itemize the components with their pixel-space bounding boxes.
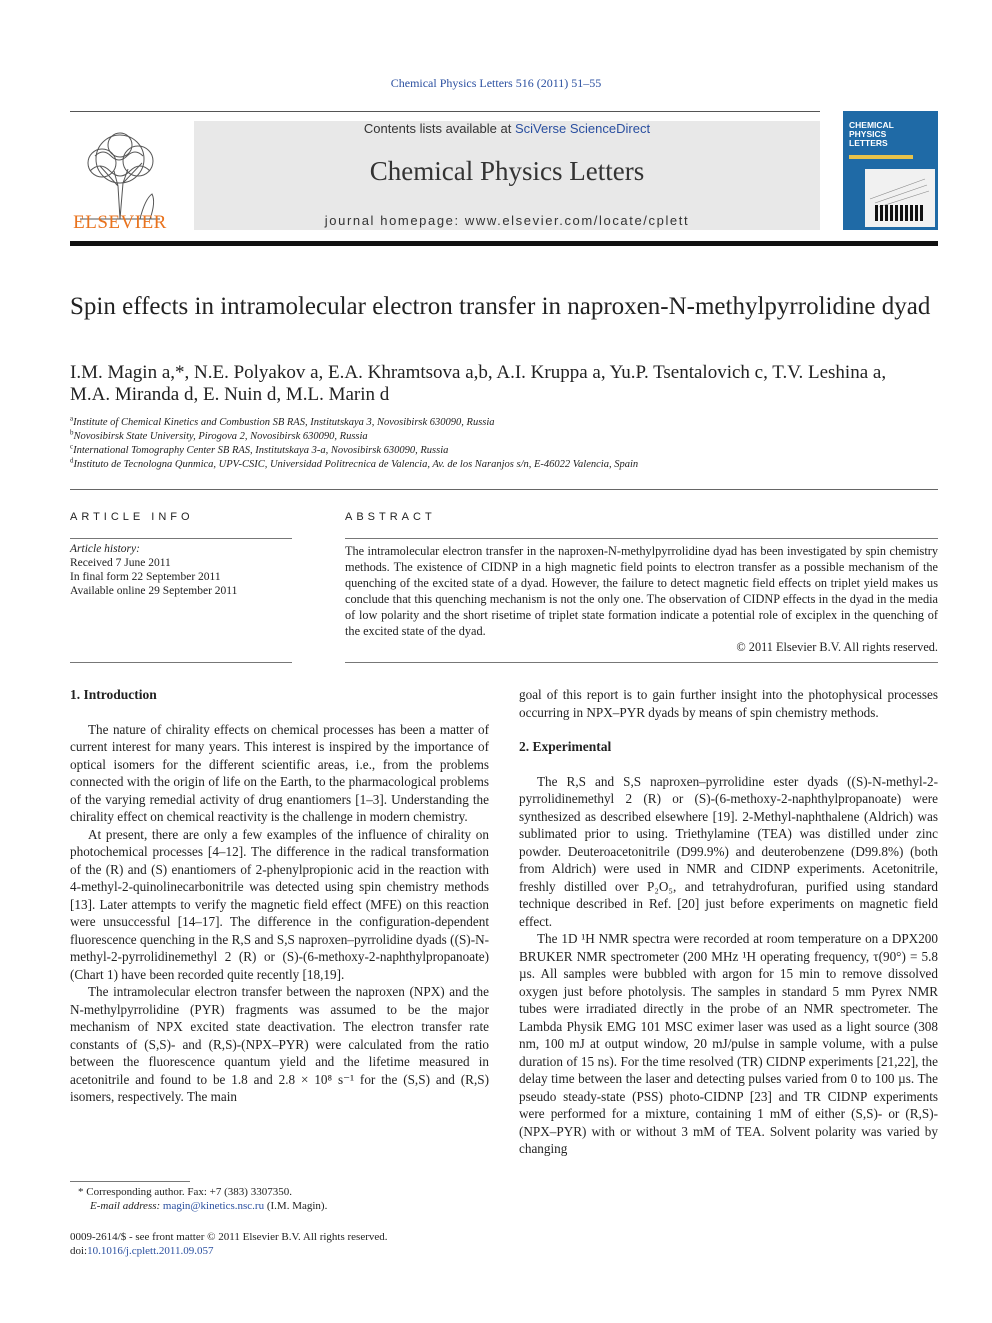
email-label: E-mail address: [90, 1200, 163, 1212]
paragraph: The intramolecular electron transfer between the naproxen (NPX) and the N-methylpyrrolidine (PYR) fragments was assumed to be the major mechanism of NPX excited state deactivation. The electron transfer rate constants of (S,S)- and (R,S)-(NPX–PYR) were calculated from the ratio between the fluorescence quantum yield and the lifetime measured in acetonitrile and found to be 1.8 and 2.8 × 10⁸ s⁻¹ for the (S,S) and (R,S) isomers, respectively. The main [70, 984, 489, 1104]
affiliation-text: Novosibirsk State University, Pirogova 2, Novosibirsk 630090, Russia [73, 431, 368, 442]
affiliation-mark: b [70, 428, 74, 437]
left-column [70, 686, 489, 1106]
cover-title-line: PHYSICS [849, 129, 887, 139]
abstract-rule [345, 538, 938, 539]
issn-line: 0009-2614/$ - see front matter © 2011 Elsevier B.V. All rights reserved. [70, 1231, 388, 1243]
email-suffix: (I.M. Magin). [264, 1200, 328, 1212]
email-note [90, 1200, 327, 1212]
abstract-text: The intramolecular electron transfer in the naproxen-N-methylpyrrolidine dyad has been investigated by spin chemistry methods. The existence of CIDNP in a high magnetic field points to electron transfer as a possible mechanism of the quenching of the excited state of a dyad. However, the failure to detect magnetic field effects on triplet yield makes us conclude that this quenching mechanism is not the only one. The observation of CIDNP effects in the dyad in the media of low polarity and the short risetime of triplet state formation indicate a potential role of exciplex in the quenching of the excited state of the dyad. [345, 544, 938, 638]
history-received: Received 7 June 2011 [70, 557, 171, 569]
journal-name: Chemical Physics Letters [369, 156, 645, 186]
paragraph: goal of this report is to gain further insight into the photophysical processes occurring in NPX–PYR dyads by means of spin chemistry methods. [519, 687, 938, 720]
affiliation-text: Institute of Chemical Kinetics and Combustion SB RAS, Institutskaya 3, Novosibirsk 630090, Russia [73, 417, 495, 428]
affiliation [70, 456, 639, 470]
history-revised: In final form 22 September 2011 [70, 571, 221, 583]
affiliation [70, 414, 495, 428]
cover-figure [865, 169, 935, 227]
abstract-copyright: © 2011 Elsevier B.V. All rights reserved. [736, 640, 938, 654]
section-heading: 2. Experimental [519, 739, 612, 754]
header-rule [70, 111, 820, 112]
affiliation-mark: c [70, 442, 74, 451]
abstract-rule [345, 662, 938, 663]
affiliation-text: Instituto de Tecnologna Qunmica, UPV-CSIC, Universidad Politrecnica de Valencia, Av. de los Naranjos s/n, E-46022 Valencia, Spain [73, 459, 639, 470]
paragraph: The nature of chirality effects on chemical processes has been a matter of current interest for many years. This interest is inspired by the importance of optical isomers for the different scientific areas, i.e., from the problems connected with the origin of life on the Earth, to the pharmacological problems of the varying remedial activity of drug enantiomers [1–3]. Understanding the chirality effect on chemical reactivity is the challenge in modern chemistry. [70, 721, 489, 824]
paragraph: The R,S and S,S naproxen–pyrrolidine ester dyads ((S)-N-methyl-2-pyrrolidinemethyl 2 (R) or (S)-(6-methoxy-2-naphthylpropanoate) were synthesized as described elsewhere [19]. 2-Methyl-naphthalene (Aldrich) was sublimated prior to using. Triethylamine (TEA) was distilled under zinc powder. Deuteroacetonitrile (D99.9%) and deuterobenzene (D99.8%) (both from Aldrich) were used in NMR and CIDNP experiments. Acetonitrile, freshly distilled over P₂O₅, and tetrahydrofuran, purified using standard technique described in Ref. [20] just before experiments on magnetic field effect. [519, 773, 938, 929]
article-title: Spin effects in intramolecular electron transfer in naproxen-N-methylpyrrolidine dyad [70, 293, 931, 320]
section-heading: 1. Introduction [70, 687, 157, 702]
affiliation-mark: d [70, 456, 74, 465]
elsevier-wordmark: ELSEVIER [73, 212, 167, 233]
corresponding-author-note: * Corresponding author. Fax: +7 (383) 3307350. [78, 1186, 292, 1198]
affiliation-mark: a [70, 414, 74, 423]
contents-line [194, 121, 820, 136]
sciencedirect-link[interactable]: SciVerse ScienceDirect [514, 121, 651, 136]
author-line[interactable]: M.A. Miranda d, E. Nuin d, M.L. Marin d [70, 384, 390, 405]
article-info-rule [70, 538, 292, 539]
cover-title-line: LETTERS [849, 138, 888, 148]
affiliation-text: International Tomography Center SB RAS, Institutskaya 3-a, Novosibirsk 630090, Russia [73, 445, 449, 456]
contents-prefix: Contents lists available at [363, 121, 515, 136]
doi-label: doi: [70, 1245, 88, 1257]
journal-homepage[interactable]: journal homepage: www.elsevier.com/locate/cplett [324, 213, 690, 228]
abstract-heading: ABSTRACT [345, 511, 436, 523]
cover-stripe [849, 155, 913, 159]
article-info-rule [70, 662, 292, 663]
email-link[interactable]: magin@kinetics.nsc.ru [162, 1200, 265, 1212]
journal-citation[interactable]: Chemical Physics Letters 516 (2011) 51–55 [390, 76, 602, 90]
right-column [519, 686, 938, 1158]
paragraph: At present, there are only a few examples of the influence of chirality on photochemical processes [4–12]. The difference in the radical transformation of the (R) and (S) enantiomers of 2-phenylpropionic acid in the reaction with 4-methyl-2-quinolinecarbonitrile was detected using spin chemistry methods [13]. Later attempts to verify the magnetic field effect (MFE) on this reaction were unsuccessful [14–17]. The difference in the configuration-dependent fluorescence quenching in the R,S and S,S naproxen–pyrrolidine dyads ((S)-N-methyl-2-pyrrolidinemethyl 2 (R) or (S)-(6-methoxy-2-naphthylpropanoate) (Chart 1) have been recorded quite recently [18,19]. [70, 826, 489, 982]
affiliation [70, 442, 449, 456]
author-line[interactable]: I.M. Magin a,*, N.E. Polyakov a, E.A. Khramtsova a,b, A.I. Kruppa a, Yu.P. Tsentalovich c, T.V. Leshina a, [70, 362, 887, 383]
footnote-rule [70, 1181, 190, 1182]
section-rule [70, 489, 938, 490]
journal-cover-image [843, 111, 938, 230]
header-thick-rule [70, 241, 938, 246]
cover-panel [865, 169, 935, 227]
author-list [70, 362, 940, 406]
doi-line [70, 1245, 214, 1257]
affiliation [70, 428, 368, 442]
history-label: Article history: [70, 543, 140, 555]
history-online: Available online 29 September 2011 [70, 585, 238, 597]
doi-link[interactable]: 10.1016/j.cplett.2011.09.057 [87, 1245, 214, 1257]
cover-title [849, 121, 894, 148]
cover-title-line: CHEMICAL [849, 120, 894, 130]
paragraph: The 1D ¹H NMR spectra were recorded at room temperature on a DPX200 BRUKER NMR spectrometer (200 MHz ¹H operating frequency, τ(90°) = 5.8 µs. All samples were bubbled with argon for 15 min to remove dissolved oxygen just before photolysis. The samples in standard 5 mm Pyrex NMR tubes were irradiated directly in the probe of an NMR spectrometer. The Lambda Physik EMG 101 MSC eximer laser was used as a light source (308 nm, 100 mJ at output window, 20 mJ/pulse in sample volume, with a pulse duration of 15 ns). For the time resolved (TR) CIDNP experiments [21,22], the delay time between the laser and detecting pulses varied from 0 to 100 µs. The pseudo steady-state (PSS) photo-CIDNP [23] and TR CIDNP experiments were performed for a mixture, containing 1 mM of either (S,S)- or (R,S)-(NPX–PYR) with or without 3 mM of TEA. Solvent polarity was varied by changing [519, 931, 938, 1156]
article-info-heading: ARTICLE INFO [70, 511, 194, 523]
